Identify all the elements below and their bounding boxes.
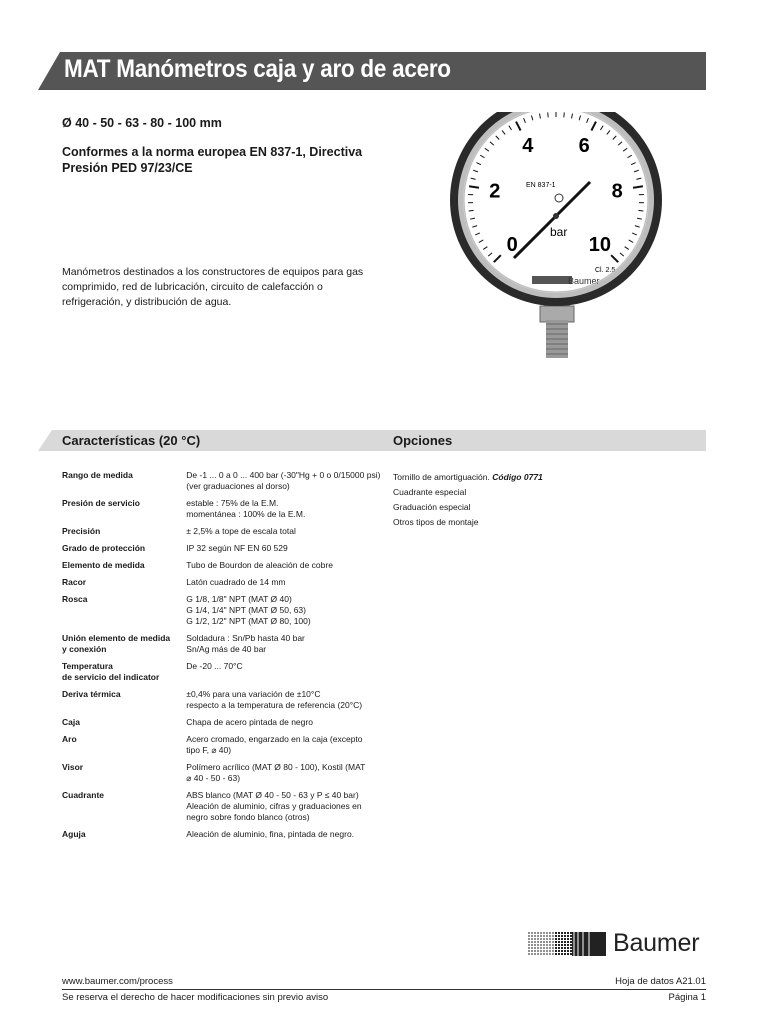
diameter-range: Ø 40 - 50 - 63 - 80 - 100 mm <box>62 116 222 130</box>
spec-value: Aleación de aluminio, fina, pintada de negro. <box>186 829 355 839</box>
spec-value: De -1 ... 0 a 0 ... 400 bar (-30"Hg + 0 o 0/15000 psi) (ver graduaciones al dorso) <box>186 470 381 491</box>
spec-label: Deriva térmica <box>62 689 121 699</box>
spec-value: Latón cuadrado de 14 mm <box>186 577 286 587</box>
norm-line-2: Presión PED 97/23/CE <box>62 161 193 175</box>
pressure-gauge-image <box>448 112 664 364</box>
spec-value: ABS blanco (MAT Ø 40 - 50 - 63 y P ≤ 40 bar) Aleación de aluminio, cifras y graduaciones en negro sobre fondo blanco (otros) <box>186 790 362 822</box>
characteristics-table <box>62 470 382 846</box>
gauge-scale-label: 2 <box>489 180 501 203</box>
spec-row <box>62 734 382 756</box>
spec-label: Aro <box>62 734 77 744</box>
spec-row <box>62 762 382 784</box>
spec-row <box>62 829 382 840</box>
gauge-tick <box>638 210 643 211</box>
options-list <box>393 470 693 530</box>
footer-divider <box>62 989 706 990</box>
spec-label: Elemento de medida <box>62 560 145 570</box>
spec-label: Presión de servicio <box>62 498 140 508</box>
gauge-scale-label: 8 <box>611 180 623 203</box>
spec-value: estable : 75% de la E.M. momentánea : 100% de la E.M. <box>186 498 306 519</box>
spec-label: Grado de protección <box>62 543 146 553</box>
gauge-class: Cl. 2.5 <box>595 267 616 274</box>
spec-label: Aguja <box>62 829 86 839</box>
gauge-norm-label: EN 837-1 <box>526 182 556 189</box>
gauge-scale-label: 4 <box>522 134 534 157</box>
option-item <box>393 470 693 485</box>
spec-value: Chapa de acero pintada de negro <box>186 717 313 727</box>
spec-label: Visor <box>62 762 84 772</box>
spec-row <box>62 577 382 588</box>
spec-label: Racor <box>62 577 87 587</box>
spec-label: Caja <box>62 717 80 727</box>
spec-row <box>62 498 382 520</box>
page-title: MAT Manómetros caja y aro de acero <box>64 55 451 83</box>
spec-row <box>62 526 382 537</box>
spec-value: Soldadura : Sn/Pb hasta 40 bar Sn/Ag más de 40 bar <box>186 633 305 654</box>
option-item: Cuadrante especial <box>393 487 467 497</box>
norm-line-1: Conformes a la norma europea EN 837-1, Directiva <box>62 145 363 159</box>
spec-row <box>62 594 382 627</box>
gauge-unit: bar <box>550 225 568 239</box>
spec-value: Acero cromado, engarzado en la caja (excepto tipo F, ⌀ 40) <box>186 734 363 755</box>
baumer-logo-text: Baumer <box>613 929 700 957</box>
spec-row <box>62 689 382 711</box>
norm-statement <box>62 144 382 176</box>
gauge-scale-label: 0 <box>506 233 518 256</box>
spec-label: Precisión <box>62 526 101 536</box>
options-heading: Opciones <box>393 433 453 448</box>
spec-row <box>62 661 382 683</box>
spec-value: G 1/8, 1/8" NPT (MAT Ø 40) G 1/4, 1/4" NPT (MAT Ø 50, 63) G 1/2, 1/2" NPT (MAT Ø 80, 100) <box>186 594 311 626</box>
spec-value: Polímero acrílico (MAT Ø 80 - 100), Kostil (MAT ⌀ 40 - 50 - 63) <box>186 762 366 783</box>
gauge-scale-label: 10 <box>588 233 611 256</box>
footer-website[interactable]: www.baumer.com/process <box>62 976 173 987</box>
footer-page-number: Página 1 <box>668 992 706 1003</box>
spec-value: IP 32 según NF EN 60 529 <box>186 543 288 553</box>
spec-row <box>62 470 382 492</box>
option-item: Otros tipos de montaje <box>393 517 479 527</box>
spec-label: Unión elemento de medida y conexión <box>62 633 171 654</box>
spec-row <box>62 560 382 571</box>
option-code: Código 0771 <box>492 472 543 482</box>
option-item: Graduación especial <box>393 502 471 512</box>
spec-row <box>62 790 382 823</box>
spec-value: De -20 ... 70°C <box>186 661 243 671</box>
footer-datasheet: Hoja de datos A21.01 <box>615 976 706 987</box>
spec-value: ± 2,5% a tope de escala total <box>186 526 296 536</box>
spec-row <box>62 543 382 554</box>
spec-value: Tubo de Bourdon de aleación de cobre <box>186 560 333 570</box>
spec-label: Rosca <box>62 594 88 604</box>
spec-row <box>62 633 382 655</box>
gauge-tick <box>469 210 474 211</box>
option-text: Tornillo de amortiguación. <box>393 472 493 482</box>
spec-label: Cuadrante <box>62 790 105 800</box>
spec-value: ±0,4% para una variación de ±10°C respecto a la temperatura de referencia (20°C) <box>186 689 363 710</box>
gauge-scale-label: 6 <box>578 134 590 157</box>
product-description: Manómetros destinados a los constructores de equipos para gas comprimido, red de lubricación, circuito de calefacción o refrigeración, y distribución de agua. <box>62 266 364 308</box>
footer-disclaimer: Se reserva el derecho de hacer modificaciones sin previo aviso <box>62 992 329 1003</box>
spec-label: Temperatura de servicio del indicator <box>62 661 160 682</box>
characteristics-heading: Características (20 °C) <box>62 433 201 448</box>
gauge-brand: Baumer <box>568 276 600 286</box>
spec-label: Rango de medida <box>62 470 133 480</box>
spec-row <box>62 717 382 728</box>
